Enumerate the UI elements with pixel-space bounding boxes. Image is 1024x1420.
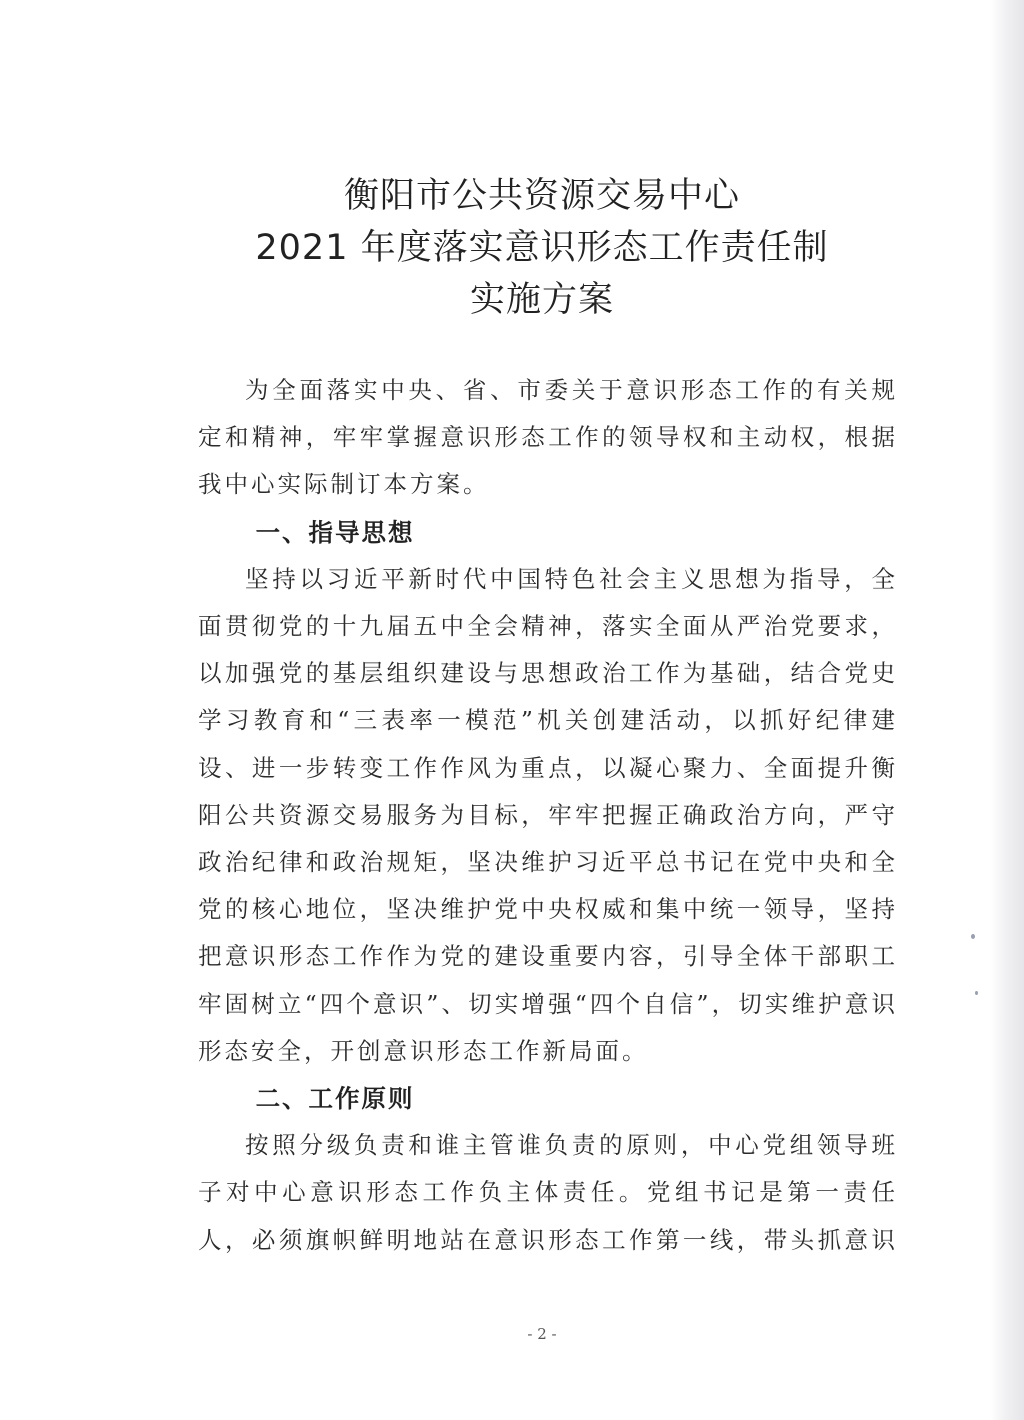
title-line-type: 实施方案 — [469, 280, 614, 320]
document-body — [198, 367, 898, 1264]
section-heading-guiding-ideology: 一、指导思想 — [255, 517, 415, 547]
intro-paragraph: 为全面落实中央、省、市委关于意识形态工作的有关规定和精神，牢牢掌握意识形态工作的领导权和主动权，根据我中心实际制订本方案。 — [198, 376, 898, 499]
section-heading-work-principles: 二、工作原则 — [255, 1084, 415, 1114]
title-line-organization: 衡阳市公共资源交易中心 — [343, 176, 740, 216]
section-paragraph-work-principles: 按照分级负责和谁主管谁负责的原则，中心党组领导班子对中心意识形态工作负主体责任。党组书记是第一责任人，必须旗帜鲜明地站在意识形态工作第一线，带头抓意识 — [198, 1131, 898, 1254]
scan-speck — [975, 991, 978, 995]
page-number: - 2 - — [527, 1325, 557, 1343]
title-line-subject: 2021 年度落实意识形态工作责任制 — [255, 228, 829, 268]
scan-speck — [971, 934, 975, 939]
section-paragraph-guiding-ideology: 坚持以习近平新时代中国特色社会主义思想为指导，全面贯彻党的十九届五中全会精神，落实全面从严治党要求，以加强党的基层组织建设与思想政治工作为基础，结合党史学习教育和“三表率一模范”机关创建活动，以抓好纪律建设、进一步转变工作作风为重点，以凝心聚力、全面提升衡阳公共资源交易服务为目标，牢牢把握正确政治方向，严守政治纪律和政治规矩，坚决维护习近平总书记在党中央和全党的核心地位，坚决维护党中央权威和集中统一领导，坚持把意识形态工作作为党的建设重要内容，引导全体干部职工牢固树立“四个意识”、切实增强“四个自信”，切实维护意识形态安全，开创意识形态工作新局面。 — [198, 564, 898, 1065]
document-title — [0, 170, 1024, 326]
